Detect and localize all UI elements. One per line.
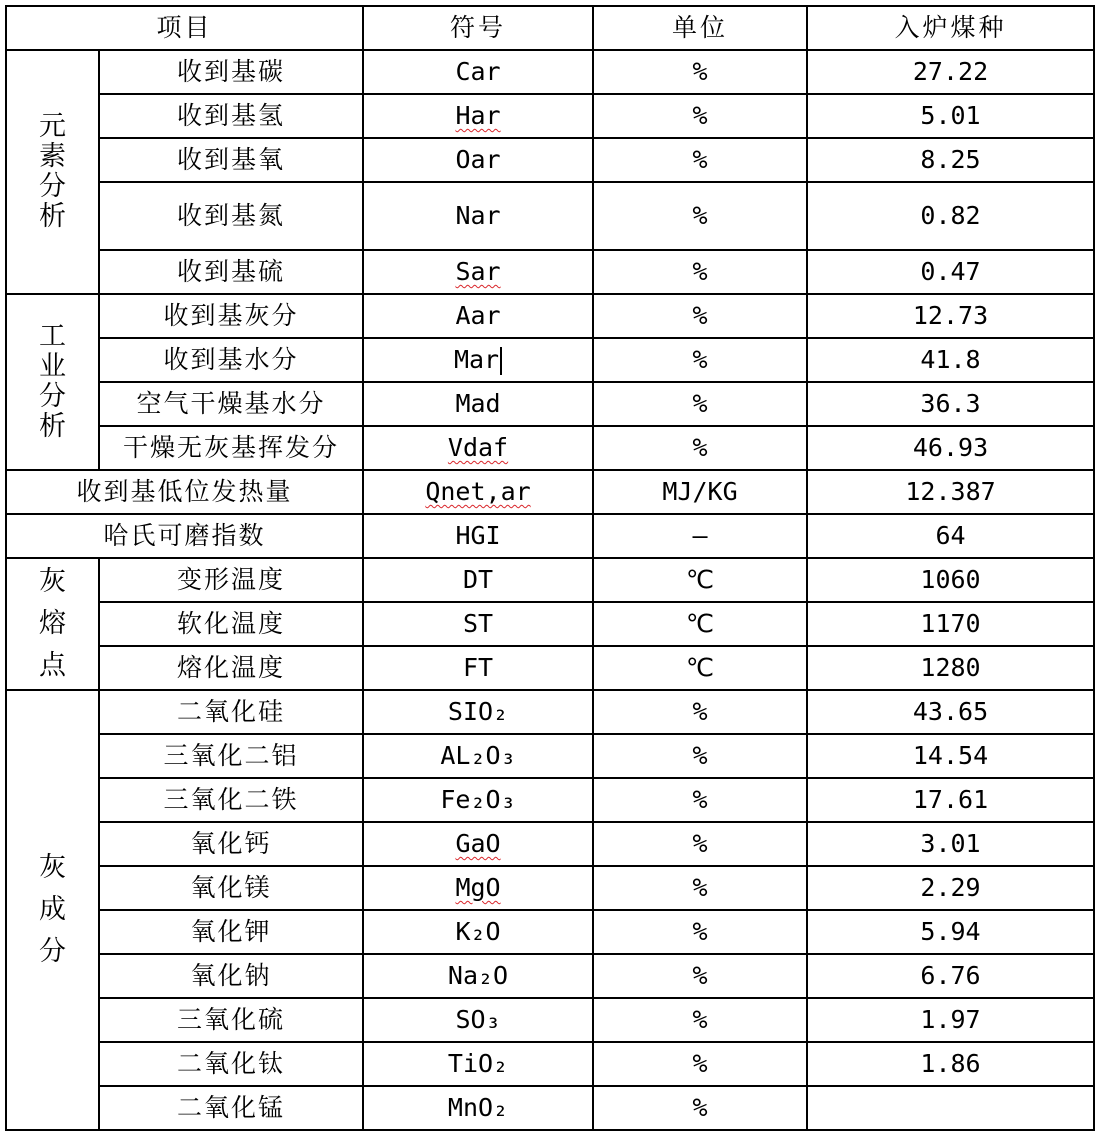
item-unit: %: [593, 382, 807, 426]
item-unit: %: [593, 50, 807, 94]
item-symbol: AL₂O₃: [363, 734, 593, 778]
table-row: [6, 1086, 1094, 1130]
item-symbol-cell: [363, 94, 593, 138]
item-value: 8.25: [807, 138, 1094, 182]
group-industrial-analysis: [6, 294, 99, 470]
item-unit: %: [593, 954, 807, 998]
item-name: 二氧化锰: [99, 1086, 363, 1130]
table-row: [6, 294, 1094, 338]
table-row: [6, 250, 1094, 294]
item-symbol-cell: [363, 250, 593, 294]
group-ash-composition: [6, 690, 99, 1130]
header-symbol: 符号: [363, 6, 593, 50]
header-coal: 入炉煤种: [807, 6, 1094, 50]
text-cursor: [500, 347, 502, 375]
item-name: 收到基硫: [99, 250, 363, 294]
item-value: 17.61: [807, 778, 1094, 822]
item-value: 1060: [807, 558, 1094, 602]
item-name: 氧化钠: [99, 954, 363, 998]
item-symbol: Mar: [453, 344, 500, 374]
item-unit: %: [593, 338, 807, 382]
item-symbol: Qnet,ar: [425, 477, 531, 506]
item-name: 二氧化钛: [99, 1042, 363, 1086]
item-unit: MJ/KG: [593, 470, 807, 514]
item-name: 收到基氧: [99, 138, 363, 182]
item-name: 软化温度: [99, 602, 363, 646]
table-row: [6, 822, 1094, 866]
item-symbol: SIO₂: [363, 690, 593, 734]
item-unit: %: [593, 426, 807, 470]
item-value: 12.73: [807, 294, 1094, 338]
item-name: 氧化镁: [99, 866, 363, 910]
item-name: 干燥无灰基挥发分: [99, 426, 363, 470]
item-name: 氧化钾: [99, 910, 363, 954]
item-value: 6.76: [807, 954, 1094, 998]
table-row: [6, 734, 1094, 778]
item-unit: ℃: [593, 646, 807, 690]
item-name: 收到基碳: [99, 50, 363, 94]
item-value: 43.65: [807, 690, 1094, 734]
table-row: [6, 866, 1094, 910]
item-value: 12.387: [807, 470, 1094, 514]
item-value: [807, 1086, 1094, 1130]
item-symbol: MnO₂: [363, 1086, 593, 1130]
item-symbol: HGI: [363, 514, 593, 558]
item-name: 熔化温度: [99, 646, 363, 690]
item-symbol: FT: [363, 646, 593, 690]
item-name: 三氧化二铁: [99, 778, 363, 822]
table-row: [6, 514, 1094, 558]
item-unit: %: [593, 866, 807, 910]
table-row: [6, 778, 1094, 822]
table-row: [6, 954, 1094, 998]
item-value: 27.22: [807, 50, 1094, 94]
item-symbol-cell: [363, 822, 593, 866]
item-name: 三氧化硫: [99, 998, 363, 1042]
item-name: 变形温度: [99, 558, 363, 602]
item-unit: %: [593, 294, 807, 338]
group-label: 灰熔点: [39, 566, 66, 681]
item-symbol: Sar: [455, 257, 501, 286]
item-unit: %: [593, 182, 807, 250]
table-row: [6, 690, 1094, 734]
item-unit: %: [593, 1086, 807, 1130]
item-name: 收到基氮: [99, 182, 363, 250]
table-row: [6, 470, 1094, 514]
group-ash-fusion: [6, 558, 99, 690]
item-symbol: Na₂O: [363, 954, 593, 998]
group-label: 灰成分: [39, 852, 66, 967]
item-unit: %: [593, 138, 807, 182]
item-symbol: ST: [363, 602, 593, 646]
table-row: [6, 646, 1094, 690]
item-symbol: Har: [455, 101, 501, 130]
item-value: 14.54: [807, 734, 1094, 778]
item-symbol-cell: [363, 866, 593, 910]
item-name: 二氧化硅: [99, 690, 363, 734]
item-value: 5.01: [807, 94, 1094, 138]
item-symbol: Oar: [363, 138, 593, 182]
table-row: [6, 182, 1094, 250]
table-row: [6, 910, 1094, 954]
table-row: [6, 382, 1094, 426]
item-value: 1280: [807, 646, 1094, 690]
item-symbol: TiO₂: [363, 1042, 593, 1086]
table-row: [6, 50, 1094, 94]
item-symbol-cell: [363, 426, 593, 470]
item-unit: %: [593, 94, 807, 138]
item-unit: —: [593, 514, 807, 558]
item-symbol: SO₃: [363, 998, 593, 1042]
item-symbol: GaO: [455, 829, 501, 858]
item-symbol: Mad: [363, 382, 593, 426]
item-unit: %: [593, 734, 807, 778]
item-value: 5.94: [807, 910, 1094, 954]
item-name: 三氧化二铝: [99, 734, 363, 778]
item-unit: ℃: [593, 602, 807, 646]
item-unit: %: [593, 822, 807, 866]
item-unit: %: [593, 910, 807, 954]
item-symbol: DT: [363, 558, 593, 602]
header-item: 项目: [6, 6, 363, 50]
item-name: 氧化钙: [99, 822, 363, 866]
item-unit: ℃: [593, 558, 807, 602]
item-value: 41.8: [807, 338, 1094, 382]
item-symbol: K₂O: [363, 910, 593, 954]
item-name: 收到基低位发热量: [6, 470, 363, 514]
table-row: [6, 426, 1094, 470]
item-name: 收到基灰分: [99, 294, 363, 338]
table-row: [6, 998, 1094, 1042]
coal-analysis-table: [5, 5, 1095, 1131]
item-value: 1.86: [807, 1042, 1094, 1086]
item-symbol: Nar: [363, 182, 593, 250]
item-name: 收到基氢: [99, 94, 363, 138]
item-value: 1.97: [807, 998, 1094, 1042]
item-symbol: Vdaf: [447, 433, 509, 462]
item-symbol-cell[interactable]: [363, 338, 593, 382]
table-row: [6, 138, 1094, 182]
item-name: 空气干燥基水分: [99, 382, 363, 426]
item-symbol: Fe₂O₃: [363, 778, 593, 822]
item-symbol: Aar: [363, 294, 593, 338]
item-value: 46.93: [807, 426, 1094, 470]
item-symbol: MgO: [455, 873, 501, 902]
group-label: 元素分析: [39, 111, 66, 232]
group-element-analysis: [6, 50, 99, 294]
item-symbol-cell: [363, 470, 593, 514]
item-name: 收到基水分: [99, 338, 363, 382]
table-row: [6, 558, 1094, 602]
item-unit: %: [593, 250, 807, 294]
item-symbol: Car: [363, 50, 593, 94]
item-unit: %: [593, 1042, 807, 1086]
table-row: [6, 602, 1094, 646]
table-row: [6, 1042, 1094, 1086]
item-value: 2.29: [807, 866, 1094, 910]
item-value: 64: [807, 514, 1094, 558]
item-value: 1170: [807, 602, 1094, 646]
table-row: [6, 338, 1094, 382]
group-label: 工业分析: [39, 321, 66, 442]
item-name: 哈氏可磨指数: [6, 514, 363, 558]
item-value: 3.01: [807, 822, 1094, 866]
item-unit: %: [593, 778, 807, 822]
table-row: [6, 94, 1094, 138]
item-unit: %: [593, 998, 807, 1042]
item-unit: %: [593, 690, 807, 734]
item-value: 0.47: [807, 250, 1094, 294]
header-unit: 单位: [593, 6, 807, 50]
item-value: 36.3: [807, 382, 1094, 426]
header-row: [6, 6, 1094, 50]
item-value: 0.82: [807, 182, 1094, 250]
